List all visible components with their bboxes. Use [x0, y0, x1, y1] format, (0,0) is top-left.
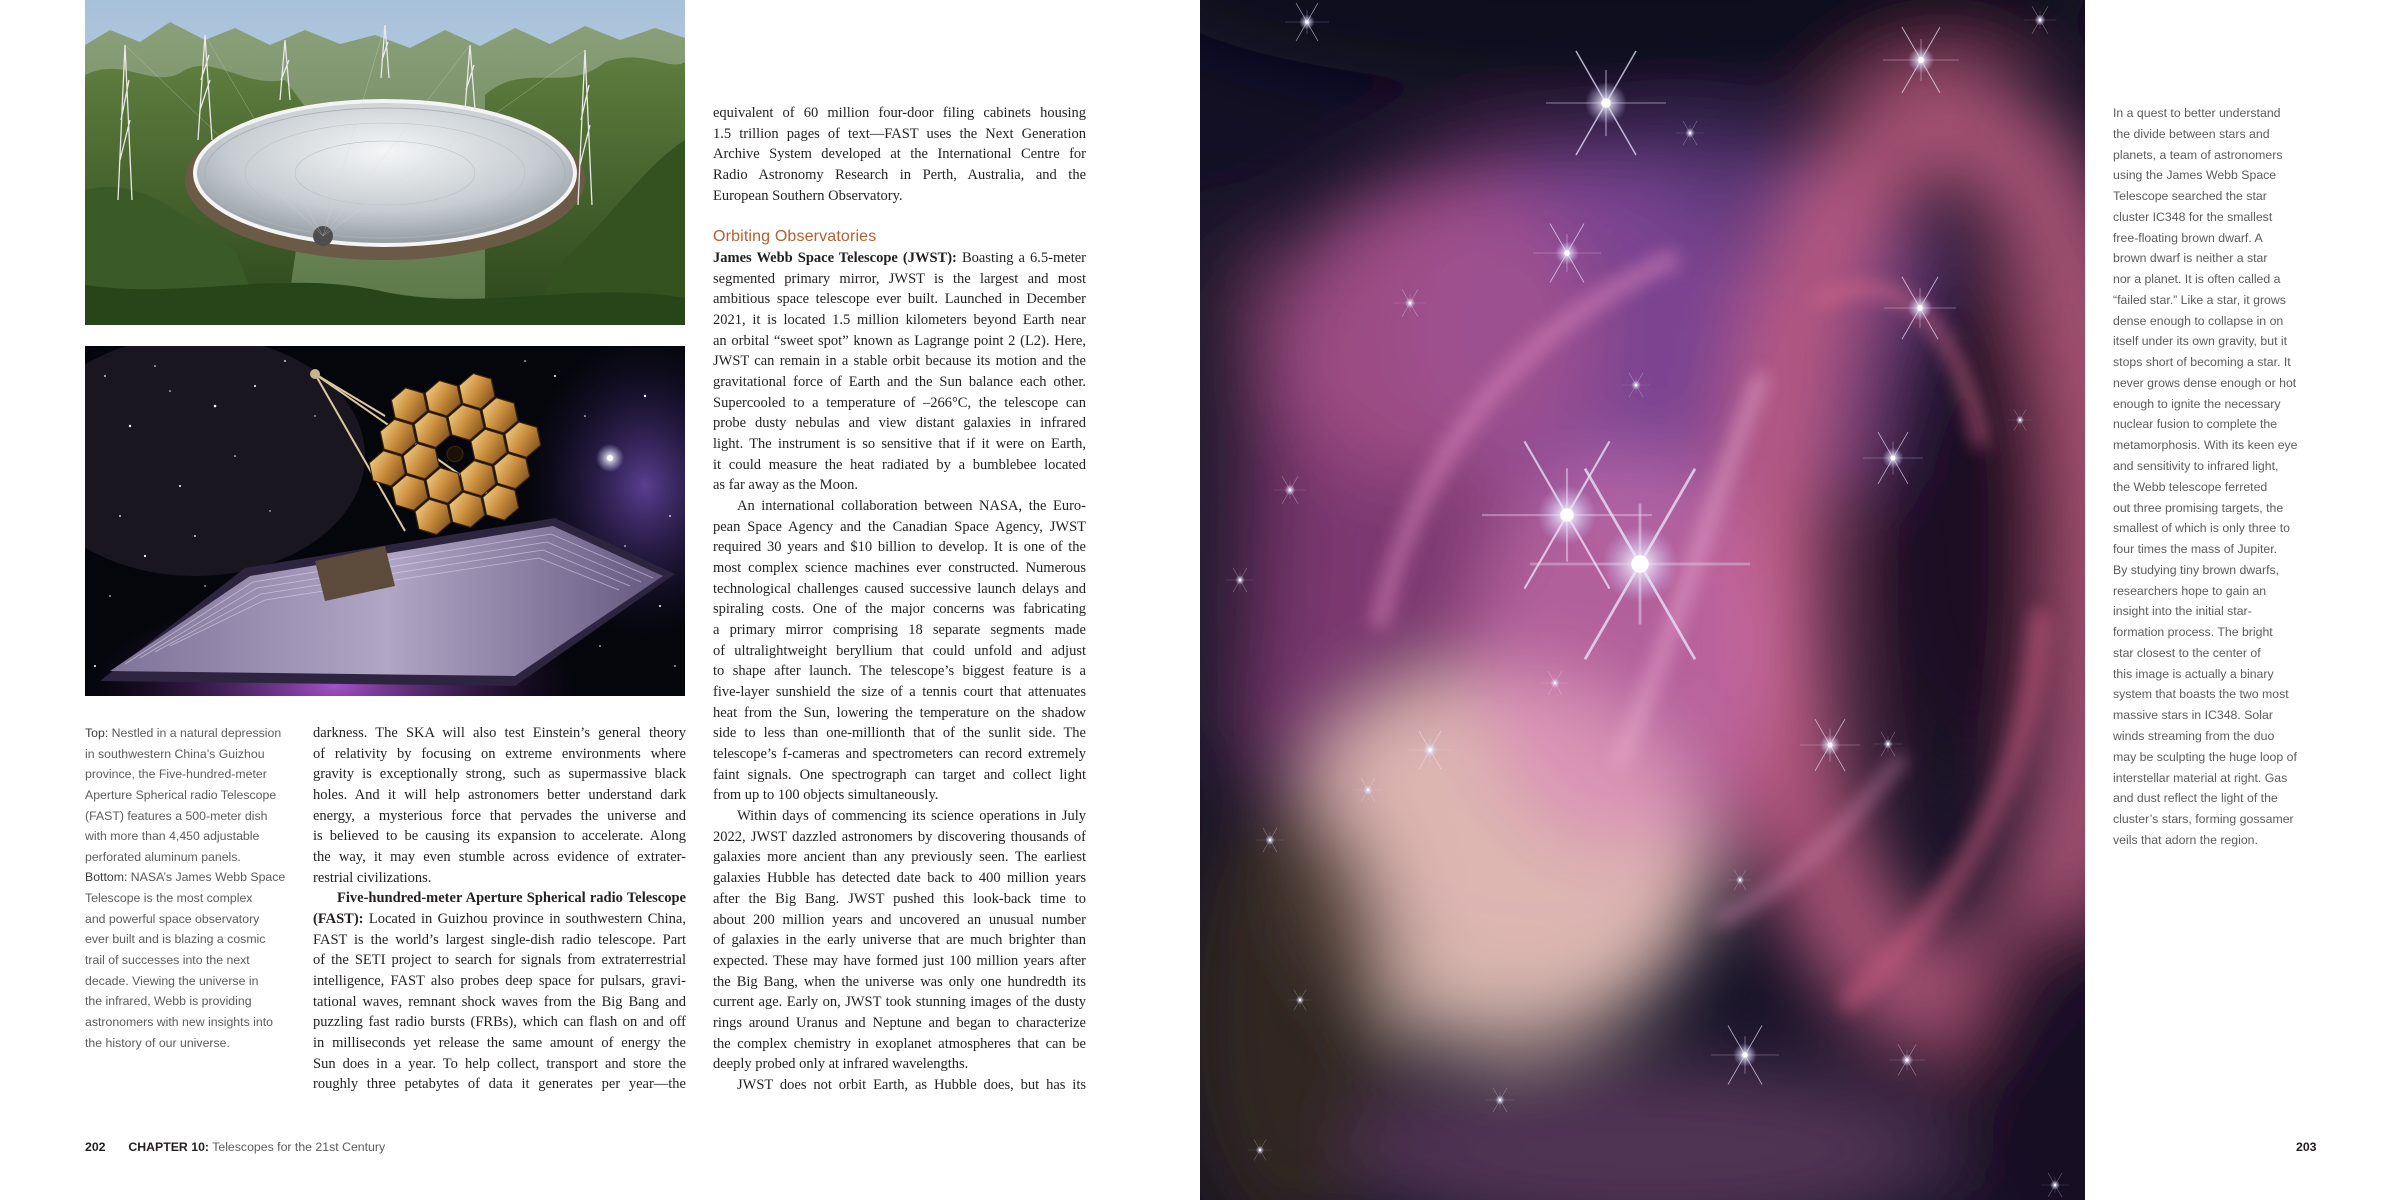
caption-line: astronomers with new insights into	[85, 1014, 273, 1029]
text-line: technological challenges caused successive launch delays and	[713, 580, 1086, 597]
text-line: James Webb Space Telescope (JWST): Boasting a 6.5-meter	[713, 250, 1086, 266]
text-line: side to less than one-millionth that of the sunlit side. The	[713, 725, 1086, 742]
text-line: An international collaboration between NASA, the Euro-	[737, 498, 1086, 515]
text-line: 2022, JWST dazzled astronomers by discovering thousands of	[713, 828, 1086, 845]
caption-line: star closest to the center of	[2113, 645, 2261, 660]
caption-line: By studying tiny brown dwarfs,	[2113, 562, 2280, 577]
text-line: roughly three petabytes of data it generates per year—the	[313, 1076, 686, 1093]
text-line: expected. These may have formed just 100 million years after	[713, 952, 1086, 969]
caption-line: veils that adorn the region.	[2113, 832, 2258, 847]
text-line: of ultralightweight beryllium that could unfold and adjust	[713, 642, 1086, 659]
text-line: Supercooled to a temperature of –266°C, the telescope can	[713, 394, 1086, 411]
text-line: Archive System developed at the International Centre for	[713, 146, 1086, 163]
caption-line: four times the mass of Jupiter.	[2113, 542, 2278, 557]
text-line: darkness. The SKA will also test Einstein’s general theory	[313, 725, 686, 741]
text-line: five-layer sunshield the size of a tennis court that attenuates	[713, 684, 1086, 701]
caption-line: researchers hope to gain an	[2113, 583, 2267, 598]
text-line: ambitious space telescope ever built. Launched in December	[713, 291, 1086, 308]
chapter-title: Telescopes for the 21st Century	[209, 1140, 386, 1154]
caption-line: perforated aluminum panels.	[85, 849, 241, 864]
text-line: of the SETI project to search for signals from extraterrestrial	[313, 952, 686, 969]
text-line: deeply probed only at infrared wavelengths.	[713, 1056, 969, 1073]
text-line: the Big Bang, when the universe was only one hundredth its	[713, 973, 1086, 990]
text-line: pean Space Agency and the Canadian Space Agency, JWST	[713, 518, 1086, 535]
caption-line: (FAST) features a 500-meter dish	[85, 808, 268, 823]
caption-line: nuclear fusion to complete the	[2113, 417, 2278, 432]
text-line: it could measure the heat radiated by a bumblebee located	[713, 456, 1086, 473]
text-line: gravity is exceptionally strong, such as supermassive black	[313, 766, 686, 783]
caption-line: system that boasts the two most	[2113, 687, 2289, 702]
text-line: the complex chemistry in exoplanet atmospheres that can be	[713, 1035, 1086, 1052]
fast-dish-illustration	[85, 0, 685, 325]
caption-line: decade. Viewing the universe in	[85, 973, 259, 988]
caption-line: formation process. The bright	[2113, 625, 2273, 640]
text-line: as far away as the Moon.	[713, 477, 858, 494]
caption-line: using the James Webb Space	[2113, 168, 2277, 183]
caption-line: trail of successes into the next	[85, 953, 250, 968]
text-line: Five-hundred-meter Aperture Spherical radio Telescope	[337, 890, 686, 907]
text-line: is believed to be causing its expansion to accelerate. Along	[313, 828, 686, 845]
caption-line: “failed star.” Like a star, it grows	[2113, 292, 2286, 307]
caption-line: with more than 4,450 adjustable	[85, 829, 260, 844]
caption-line: and dust reflect the light of the	[2113, 791, 2278, 806]
caption-line: cluster IC348 for the smallest	[2113, 209, 2273, 224]
text-line: JWST can remain in a stable orbit because its motion and the	[713, 353, 1086, 370]
caption-line: in southwestern China’s Guizhou	[85, 746, 265, 761]
text-line: to shape after launch. The telescope’s biggest feature is a	[713, 663, 1086, 680]
ic348-nebula-photo	[1200, 0, 2085, 1200]
caption-line: out three promising targets, the	[2113, 500, 2284, 515]
fast-telescope-photo	[85, 0, 685, 325]
caption-line: In a quest to better understand	[2113, 106, 2281, 120]
text-line: the way, it may even stumble across evidence of extrater-	[313, 849, 686, 866]
text-line: faint signals. One spectrograph can target and collect light	[713, 766, 1086, 783]
text-line: Sun does in a year. To help collect, transport and store the	[313, 1055, 686, 1072]
running-footer-right	[2296, 1138, 2317, 1156]
caption-line: winds streaming from the duo	[2113, 728, 2275, 743]
caption-line: smallest of which is only three to	[2113, 521, 2291, 536]
text-line: telescope’s f-cameras and spectrometers can record extremely	[713, 746, 1086, 763]
text-line: Radio Astronomy Research in Perth, Australia, and the	[713, 167, 1086, 184]
caption-line: dense enough to collapse in on	[2113, 313, 2284, 328]
text-line: probe dusty nebulas and view distant galaxies in infrared	[713, 415, 1086, 432]
section-heading: Orbiting Observatories	[713, 228, 877, 245]
caption-line: and powerful space observatory	[85, 911, 260, 926]
running-footer-left	[85, 1138, 385, 1156]
caption-line: never grows dense enough or hot	[2113, 375, 2297, 390]
text-line: a primary mirror comprising 18 separate segments made	[713, 622, 1086, 639]
body-column-1	[313, 723, 686, 1095]
page-number: 203	[2296, 1140, 2317, 1154]
caption-line: insight into the initial star-	[2113, 604, 2252, 619]
text-line: galaxies more ancient than any previously seen. The earliest	[713, 849, 1086, 866]
text-line: heat from the Sun, lowering the temperature on the shadow	[713, 704, 1086, 721]
caption-line: the history of our universe.	[85, 1035, 230, 1050]
text-line: (FAST): Located in Guizhou province in southwestern China,	[313, 911, 686, 928]
text-line: 1.5 trillion pages of text—FAST uses the Next Generation	[713, 125, 1086, 142]
caption-line: Bottom: NASA’s James Webb Space	[85, 870, 286, 885]
text-line: most complex science machines ever constructed. Numerous	[713, 560, 1086, 577]
body-column-2	[713, 248, 1086, 1096]
caption-line: metamorphosis. With its keen eye	[2113, 438, 2298, 453]
text-line: after the Big Bang. JWST pushed this look-back time to	[713, 890, 1086, 907]
text-line: rings around Uranus and Neptune and began to characterize	[713, 1014, 1086, 1031]
text-line: about 200 million years and uncovered an unusual number	[713, 911, 1086, 928]
text-line: European Southern Observatory.	[713, 187, 903, 204]
jwst-spacecraft-illustration	[85, 346, 685, 696]
text-line: JWST does not orbit Earth, as Hubble does, but has its	[737, 1076, 1086, 1093]
caption-line: cluster’s stars, forming gossamer	[2113, 812, 2294, 827]
caption-line: and sensitivity to infrared light,	[2113, 459, 2279, 474]
caption-line: this image is actually a binary	[2113, 666, 2274, 681]
caption-line: the infrared, Webb is providing	[85, 994, 252, 1009]
text-line: an orbital “sweet spot” known as Lagrange point 2 (L2). Here,	[713, 332, 1086, 349]
text-line: of galaxies in the early universe that are much brighter than	[713, 932, 1086, 949]
text-line: required 30 years and $10 billion to develop. It is one of the	[713, 539, 1086, 556]
caption-line: interstellar material at right. Gas	[2113, 770, 2288, 785]
caption-line: Top: Nestled in a natural depression	[85, 726, 282, 740]
jwst-illustration-photo	[85, 346, 685, 696]
text-line: tational waves, remnant shock waves from the Big Bang and	[313, 993, 686, 1010]
page-203	[1200, 0, 2400, 1200]
text-line: light. The instrument is so sensitive that if it were on Earth,	[713, 436, 1086, 453]
caption-line: stops short of becoming a star. It	[2113, 355, 2291, 370]
nebula-star-cluster-image	[1200, 0, 2085, 1200]
text-line: spiraling costs. One of the major concerns was fabricating	[713, 601, 1086, 618]
chapter-label: CHAPTER 10:	[128, 1140, 210, 1154]
text-line: 2021, it is located 1.5 million kilometers beyond Earth near	[713, 312, 1086, 329]
caption-line: Telescope searched the star	[2113, 189, 2267, 204]
caption-line: ever built and is blazing a cosmic	[85, 932, 266, 947]
photo-caption-right	[2113, 103, 2323, 851]
text-line: Within days of commencing its science operations in July	[737, 808, 1086, 825]
caption-line: free-floating brown dwarf. A	[2113, 230, 2263, 245]
text-line: galaxies Hubble has detected date back to 400 million years	[713, 870, 1086, 887]
text-line: in milliseconds yet release the same amount of energy the	[313, 1035, 686, 1052]
caption-line: Aperture Spherical radio Telescope	[85, 787, 277, 802]
body-column-2-intro	[713, 103, 1086, 206]
caption-line: province, the Five-hundred-meter	[85, 767, 267, 782]
text-line: restrial civilizations.	[313, 869, 432, 886]
photo-caption-left	[85, 723, 300, 1053]
text-line: gravitational force of Earth and the Sun balance each other.	[713, 374, 1086, 391]
text-line: holes. And it will help astronomers better understand dark	[313, 787, 686, 804]
caption-line: Telescope is the most complex	[85, 891, 253, 906]
caption-line: massive stars in IC348. Solar	[2113, 708, 2273, 723]
page-number: 202	[85, 1140, 106, 1154]
caption-line: the Webb telescope ferreted	[2113, 479, 2268, 494]
text-line: FAST is the world’s largest single-dish radio telescope. Part	[313, 931, 686, 948]
caption-line: may be sculpting the huge loop of	[2113, 749, 2297, 764]
text-line: from up to 100 objects simultaneously.	[713, 787, 939, 804]
caption-line: itself under its own gravity, but it	[2113, 334, 2288, 349]
caption-line: enough to ignite the necessary	[2113, 396, 2281, 411]
caption-line: the divide between stars and	[2113, 126, 2270, 141]
text-line: puzzling fast radio bursts (FRBs), which can flash on and off	[313, 1014, 686, 1031]
text-line: of relativity by focusing on extreme environments where	[313, 745, 686, 762]
text-line: current age. Early on, JWST took stunning images of the dusty	[713, 994, 1086, 1011]
caption-line: planets, a team of astronomers	[2113, 147, 2283, 162]
caption-line: nor a planet. It is often called a	[2113, 272, 2281, 287]
caption-line: brown dwarf is neither a star	[2113, 251, 2268, 266]
text-line: segmented primary mirror, JWST is the largest and most	[713, 270, 1086, 287]
text-line: equivalent of 60 million four-door filing cabinets housing	[713, 105, 1086, 121]
text-line: energy, a mysterious force that pervades the universe and	[313, 807, 686, 824]
text-line: intelligence, FAST also probes deep space for pulsars, gravi-	[313, 973, 686, 990]
